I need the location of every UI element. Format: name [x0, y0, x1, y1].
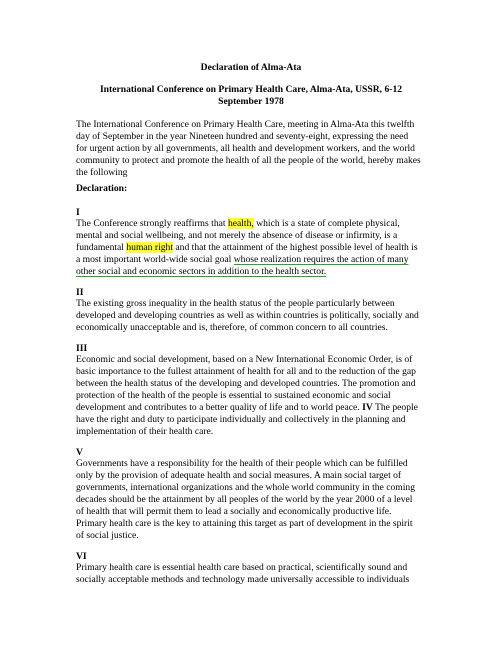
paragraph-line: The existing gross inequality in the health status of the people particularly between: [76, 298, 395, 309]
section-number: VI: [76, 551, 87, 562]
intro-line: The International Conference on Primary Health Care, meeting in Alma-Ata this twelfth: [76, 119, 415, 130]
paragraph-line: protection of the health of the people is essential to sustained economic and social: [76, 390, 391, 401]
paragraph-line: [76, 266, 326, 278]
paragraph-line: only by the provision of adequate health and social measures. A main social target of: [76, 470, 402, 481]
paragraph-line: decades should be the attainment by all peoples of the world by the year 2000 of a level: [76, 494, 413, 505]
paragraph-text: a most important world-wide social goal: [76, 254, 234, 265]
document-subtitle-line: September 1978: [218, 96, 284, 107]
paragraph-text: which is a state of complete physical,: [253, 218, 400, 229]
paragraph-line: of health that will permit them to lead a socially and economically productive life.: [76, 506, 392, 517]
paragraph-text: The Conference strongly reaffirms that: [76, 218, 228, 229]
paragraph-line: [76, 242, 418, 254]
paragraph-line: [76, 402, 418, 414]
highlighted-text: human right: [126, 242, 173, 253]
paragraph-text: fundamental: [76, 242, 127, 253]
paragraph-line: mental and social wellbeing, and not merely the absence of disease or infirmity, is a: [76, 230, 398, 241]
document-title: Declaration of Alma-Ata: [200, 62, 302, 73]
section-number: V: [76, 447, 83, 458]
paragraph-line: governments, international organizations and the whole world community in the coming: [76, 482, 415, 493]
highlighted-text: health,: [227, 218, 254, 229]
intro-line: day of September in the year Nineteen hundred and seventy-eight, expressing the need: [76, 131, 409, 142]
paragraph-line: Primary health care is essential health care based on practical, scientifically sound and: [76, 562, 408, 573]
paragraph-line: Primary health care is the key to attaining this target as part of development in the spirit: [76, 518, 413, 529]
paragraph-line: basic importance to the fullest attainment of health for all and to the reduction of the gap: [76, 366, 416, 377]
section-number: II: [76, 287, 84, 298]
document-subtitle-line: International Conference on Primary Health Care, Alma-Ata, USSR, 6-12: [99, 84, 403, 95]
paragraph-line: Economic and social development, based on a New International Economic Order, is of: [76, 354, 413, 365]
intro-line: the following: [76, 167, 128, 178]
underlined-text: other social and economic sectors in addition to the health sector.: [76, 266, 327, 277]
intro-line: community to protect and promote the health of all the people of the world, hereby makes: [76, 155, 421, 166]
paragraph-line: developed and developing countries as well as within countries is politically, socially and: [76, 310, 419, 321]
section-number: III: [76, 343, 88, 354]
declaration-heading: Declaration:: [76, 183, 128, 194]
paragraph-line: between the health status of the developing and developed countries. The promotion and: [76, 378, 416, 389]
paragraph-text: The people: [372, 402, 418, 413]
paragraph-line: Governments have a responsibility for the health of their people which can be fulfilled: [76, 458, 408, 469]
underlined-text: whose realization requires the action of many: [233, 254, 409, 265]
paragraph-line: socially acceptable methods and technology made universally accessible to individuals: [76, 574, 410, 585]
paragraph-line: implementation of their health care.: [76, 426, 214, 437]
paragraph-text: development and contributes to a better quality of life and to world peace.: [76, 402, 363, 413]
paragraph-line: [76, 254, 409, 266]
paragraph-text: and that the attainment of the highest possible level of health is: [173, 242, 418, 253]
intro-line: for urgent action by all governments, all health and development workers, and the world: [76, 143, 415, 154]
section-number: IV: [362, 402, 373, 413]
paragraph-line: [76, 218, 400, 230]
paragraph-line: of social justice.: [76, 530, 139, 541]
section-number: I: [76, 207, 80, 218]
paragraph-line: have the right and duty to participate individually and collectively in the planning and: [76, 414, 406, 425]
paragraph-line: economically unacceptable and is, therefore, of common concern to all countries.: [76, 322, 388, 333]
